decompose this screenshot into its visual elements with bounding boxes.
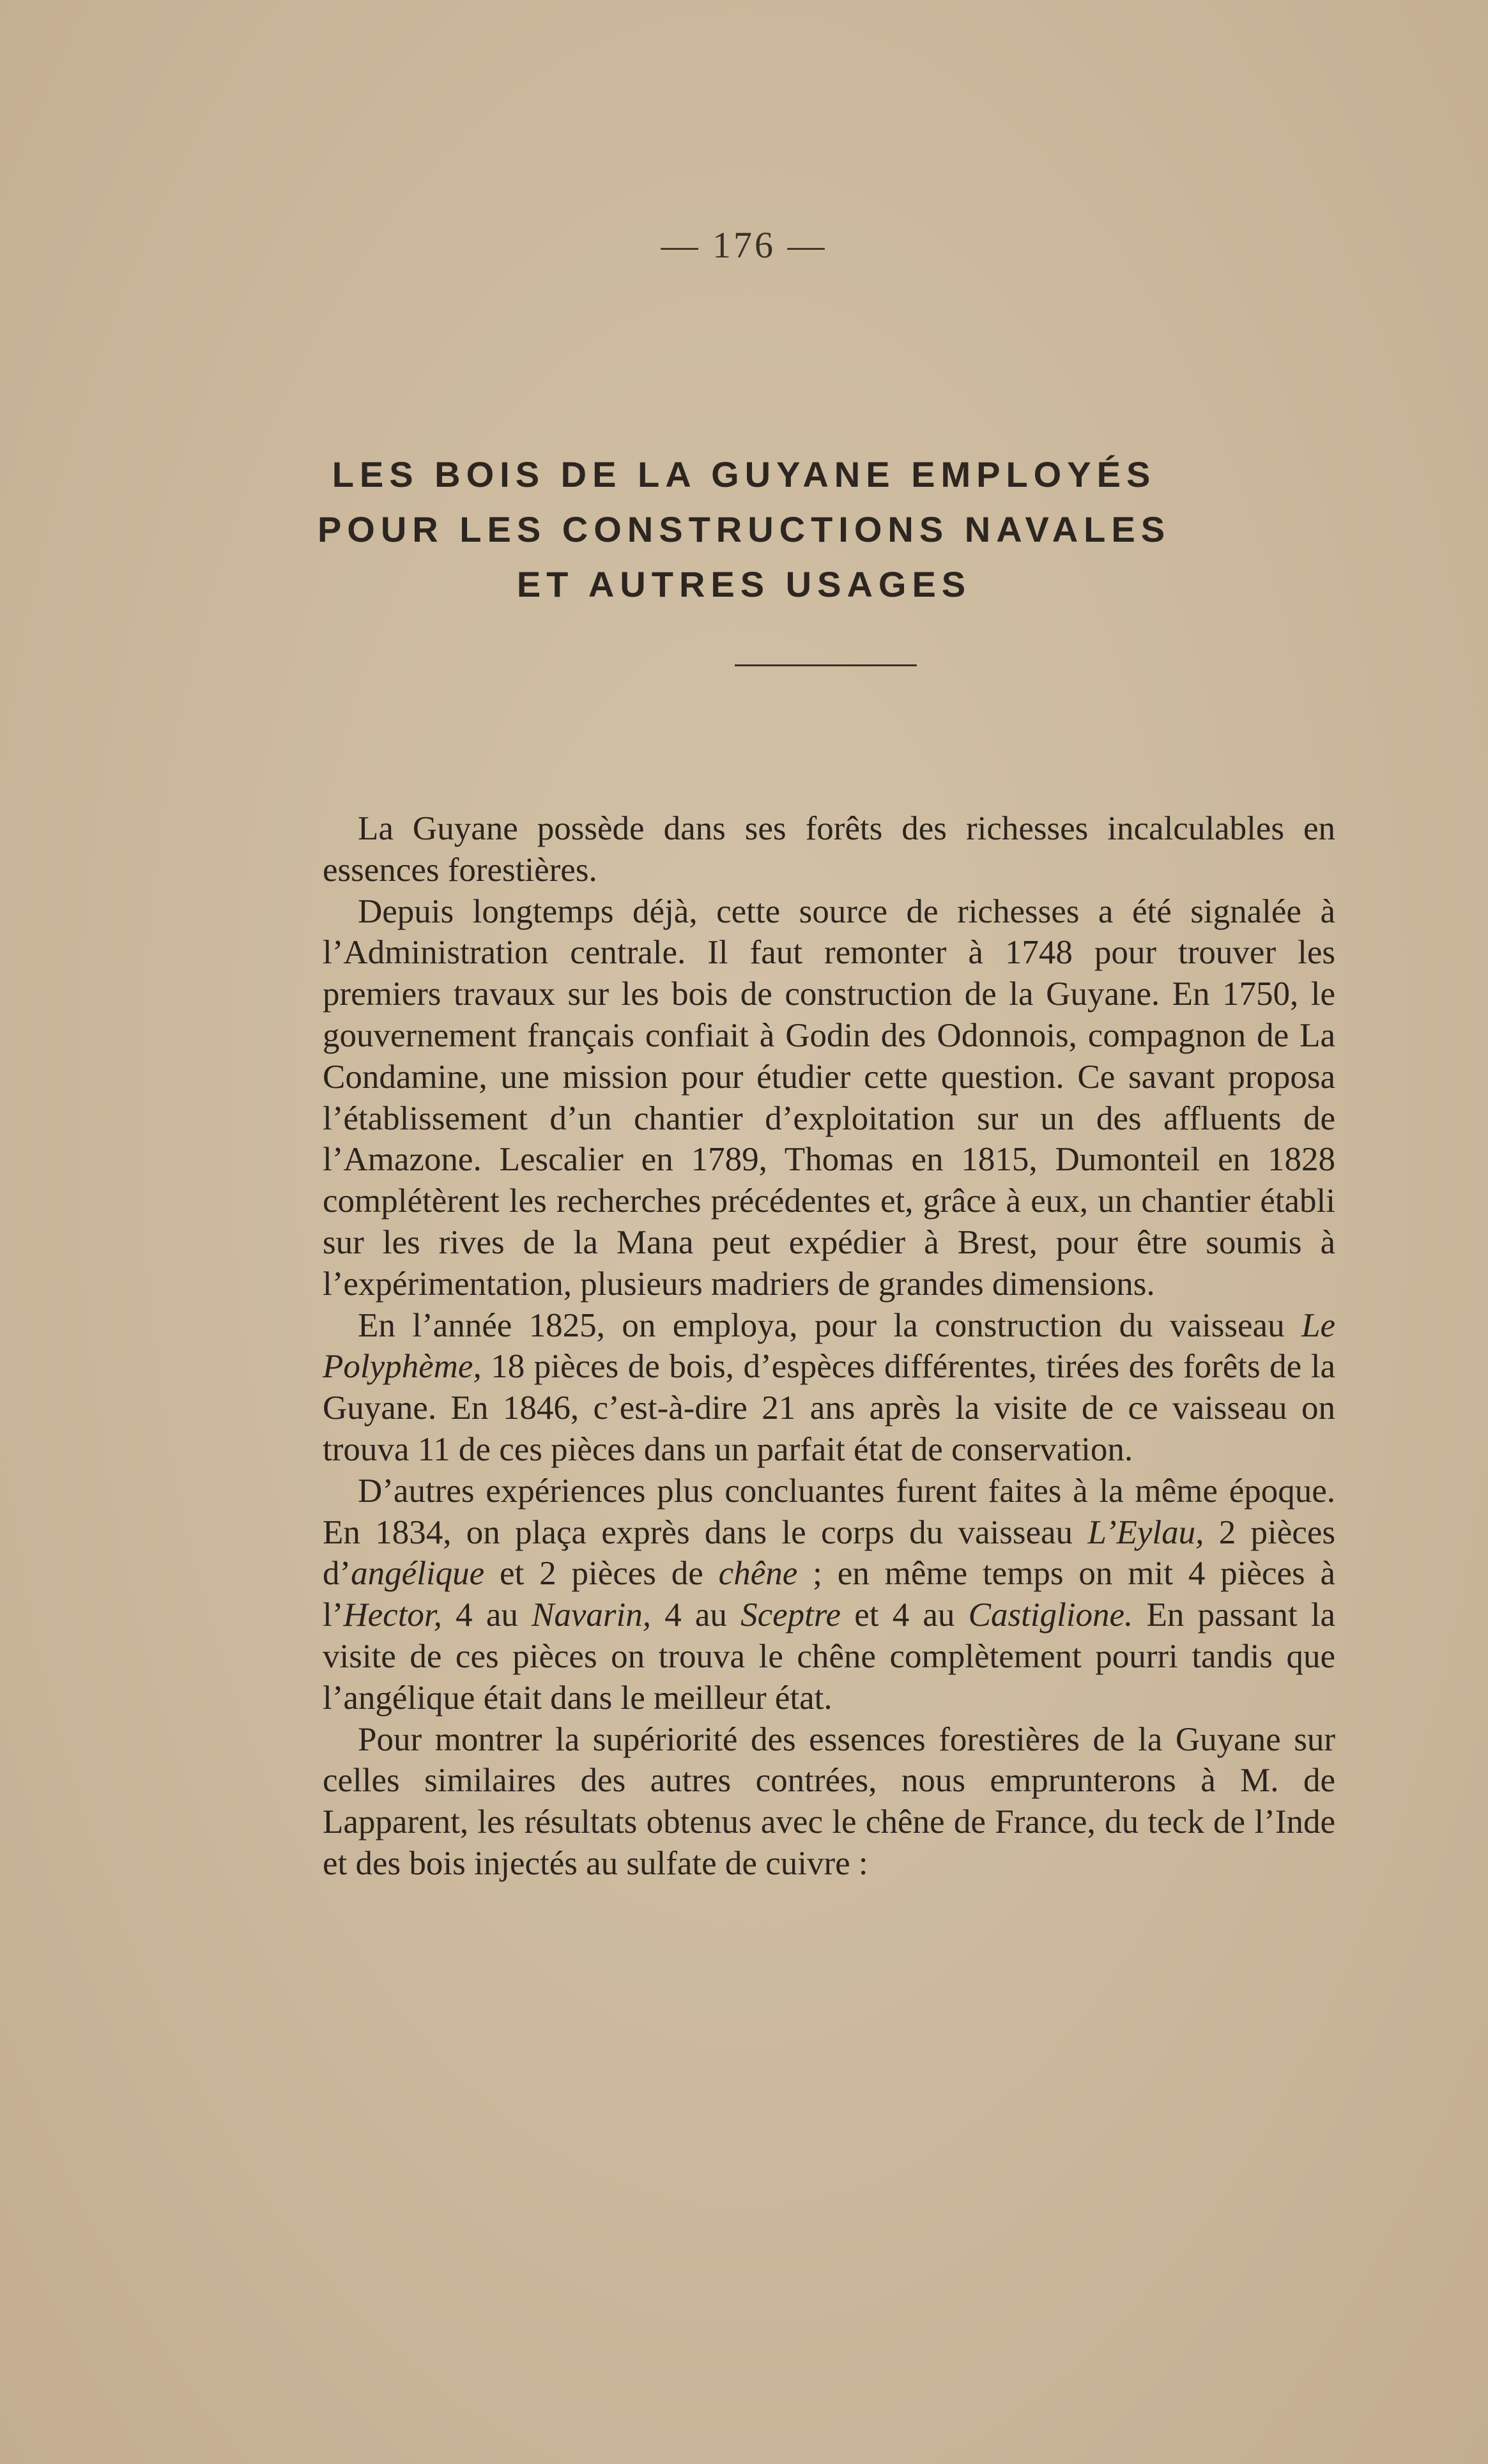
- ship-name-sceptre: Sceptre: [740, 1596, 841, 1634]
- paragraph-1: [323, 808, 1335, 891]
- title-divider: [735, 664, 917, 666]
- paragraph-5: [323, 1719, 1335, 1885]
- wood-name-angelique: angélique: [351, 1555, 485, 1593]
- ship-name-hector: Hector,: [343, 1596, 442, 1634]
- paragraph-4-text-7: et 4 au: [841, 1596, 969, 1634]
- paragraph-4-text-6: 4 au: [651, 1596, 741, 1634]
- paragraph-4-text-2: 2 pièces d’: [323, 1513, 1335, 1593]
- paragraph-2-text: Depuis longtemps déjà, cette source de richesses a été signalée à l’Administration centrale. Il faut remonter à 1748 pour trouver les premiers travaux sur les bois de construction de la Guyane. En 1750, le gouvernement français confiait à Godin des Odonnois, compagnon de La Condamine, une mission pour étudier cette question. Ce savant proposa l’établissement d’un chantier d’exploitation sur un des affluents de l’Amazone. Lescalier en 1789, Thomas en 1815, Dumonteil en 1828 complétèrent les recherches précédentes et, grâce à eux, un chantier établi sur les rives de la Mana peut expédier à Brest, pour être soumis à l’expérimentation, plusieurs madriers de grandes dimensions.: [323, 892, 1335, 1303]
- body-text: [323, 808, 1335, 1885]
- paragraph-4-text-4: ; en même temps on mit 4 pièces à l’: [323, 1555, 1335, 1634]
- paragraph-4-text-8: En passant la visite de ces pièces on trouva le chêne complètement pourri tandis que l’angélique était dans le meilleur état.: [323, 1596, 1335, 1717]
- paragraph-1-text: La Guyane possède dans ses forêts des richesses incalculables en essences forestières.: [323, 810, 1335, 889]
- paragraph-4-text-5: 4 au: [441, 1596, 532, 1634]
- paragraph-3: [323, 1305, 1335, 1471]
- ship-name-navarin: Navarin,: [532, 1596, 652, 1634]
- ship-name-castiglione: Castiglione.: [968, 1596, 1133, 1634]
- paragraph-3-text-cont: 18 pièces de bois, d’espèces différentes, tirées des forêts de la Guyane. En 1846, c’est-à-dire 21 ans après la visite de ce vaisseau on trouva 11 de ces pièces dans un parfait état de conservation.: [323, 1348, 1335, 1468]
- paragraph-2: [323, 891, 1335, 1305]
- ship-name-eylau: L’Eylau,: [1087, 1513, 1204, 1551]
- title-line-2: POUR LES CONSTRUCTIONS NAVALES: [317, 509, 1171, 549]
- paragraph-3-text: En l’année 1825, on employa, pour la construction du vaisseau: [358, 1306, 1301, 1344]
- wood-name-chene: chêne: [718, 1555, 798, 1593]
- paragraph-4: [323, 1471, 1335, 1719]
- paragraph-4-text-3: et 2 pièces de: [484, 1555, 719, 1593]
- title-line-1: LES BOIS DE LA GUYANE EMPLOYÉS: [332, 454, 1156, 494]
- page-number: — 176 —: [661, 224, 827, 266]
- chapter-title: [0, 447, 1488, 612]
- title-line-3: ET AUTRES USAGES: [516, 564, 972, 604]
- ship-name-polypheme: Le Polyphème,: [323, 1306, 1335, 1386]
- paragraph-5-text: Pour montrer la supériorité des essences forestières de la Guyane sur celles similaires des autres contrées, nous emprunterons à M. de Lapparent, les résultats obtenus avec le chêne de France, du teck de l’Inde et des bois injectés au sulfate de cuivre :: [323, 1720, 1335, 1882]
- paragraph-4-text: D’autres expériences plus concluantes furent faites à la même époque. En 1834, on plaça exprès dans le corps du vaisseau: [323, 1472, 1335, 1551]
